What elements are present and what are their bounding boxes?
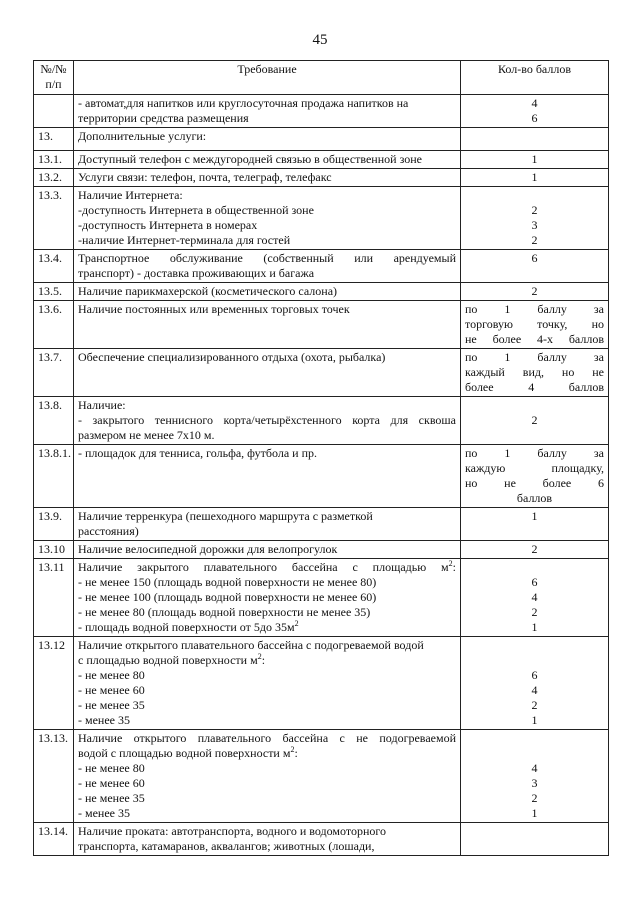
row-requirement — [74, 559, 461, 637]
row-requirement — [74, 637, 461, 730]
row-requirement — [74, 397, 461, 445]
points-line — [465, 653, 604, 668]
row-points — [461, 301, 609, 349]
table-row — [34, 508, 609, 541]
row-points — [461, 637, 609, 730]
header-num: №/№ п/п — [34, 61, 74, 95]
requirement-line: - не менее 80 — [78, 761, 145, 775]
points-line: 3 — [531, 218, 538, 232]
row-requirement — [74, 730, 461, 823]
points-line: каждый вид, но не — [465, 365, 604, 379]
row-requirement — [74, 95, 461, 128]
row-number: 13.9. — [34, 508, 74, 541]
table-row — [34, 541, 609, 559]
requirement-line: транспорта, катамаранов, аквалангов; животных (лошади, — [78, 839, 375, 853]
points-line — [465, 731, 604, 746]
table-row — [34, 349, 609, 397]
row-requirement — [74, 151, 461, 169]
row-requirement — [74, 128, 461, 151]
requirement-line: Доступный телефон с междугородней связью в общественной зоне — [78, 152, 422, 166]
requirement-line: - не менее 150 (площадь водной поверхности не менее 80) — [78, 575, 377, 589]
row-number: 13.1. — [34, 151, 74, 169]
row-requirement — [74, 508, 461, 541]
requirement-line: Дополнительные услуги: — [78, 129, 207, 143]
row-requirement — [74, 823, 461, 856]
points-line: не более 4-х баллов — [465, 332, 604, 346]
table-row — [34, 823, 609, 856]
requirement-line: - автомат,для напитков или круглосуточная продажа напитков на — [78, 96, 409, 110]
points-line: торговую точку, но — [465, 317, 604, 331]
points-line: 1 — [531, 620, 538, 634]
requirement-line: Наличие: — [78, 398, 126, 412]
points-line — [465, 638, 604, 653]
requirement-line: - не менее 60 — [78, 683, 145, 697]
points-line: 1 — [531, 806, 538, 820]
points-line: 2 — [531, 203, 538, 217]
requirements-table — [33, 60, 609, 856]
points-line: 2 — [531, 413, 538, 427]
requirement-line: - площадь водной поверхности от 5до $35м^2$ — [78, 619, 299, 634]
row-number: 13.4. — [34, 250, 74, 283]
points-line: 2 — [531, 791, 538, 805]
points-line: 1 — [531, 170, 538, 184]
requirement-line: Транспортное обслуживание (собственный или арендуемый — [78, 251, 456, 265]
points-line: 3 — [531, 776, 538, 790]
row-number — [34, 95, 74, 128]
requirement-line: Наличие Интернета: — [78, 188, 183, 202]
points-line: 4 — [531, 683, 538, 697]
points-line: по 1 баллу за — [465, 302, 604, 316]
row-points — [461, 187, 609, 250]
points-line: 6 — [531, 111, 538, 125]
row-points — [461, 541, 609, 559]
requirement-line: территории средства размещения — [78, 111, 249, 125]
row-points — [461, 508, 609, 541]
row-number: 13.7. — [34, 349, 74, 397]
points-line: более 4 баллов — [465, 380, 604, 394]
requirement-line: Наличие велосипедной дорожки для велопрогулок — [78, 542, 338, 556]
row-points — [461, 559, 609, 637]
points-line: но не более 6 — [465, 476, 604, 490]
row-points — [461, 730, 609, 823]
requirement-line: размером не менее 7х10 м. — [78, 428, 215, 442]
requirement-line: Наличие постоянных или временных торговых точек — [78, 302, 350, 316]
points-line: 4 — [531, 761, 538, 775]
row-points — [461, 283, 609, 301]
row-requirement — [74, 445, 461, 508]
table-row — [34, 559, 609, 637]
points-line: 6 — [531, 575, 538, 589]
row-requirement — [74, 169, 461, 187]
table-row — [34, 187, 609, 250]
points-line: 2 — [531, 605, 538, 619]
requirement-line: Наличие открытого плавательного бассейна с не подогреваемой — [78, 731, 456, 745]
points-line: 6 — [531, 251, 538, 265]
table-row — [34, 301, 609, 349]
table-row — [34, 445, 609, 508]
requirement-line: - не менее 80 — [78, 668, 145, 682]
row-number: 13. — [34, 128, 74, 151]
points-line: 1 — [531, 713, 538, 727]
row-requirement — [74, 301, 461, 349]
requirement-line: - закрытого теннисного корта/четырёхстенного корта для сквоша — [78, 413, 456, 427]
points-line: 4 — [531, 590, 538, 604]
requirement-line: - менее 35 — [78, 806, 130, 820]
points-line: 2 — [531, 284, 538, 298]
row-points — [461, 397, 609, 445]
page-number: 45 — [312, 32, 328, 48]
row-requirement — [74, 349, 461, 397]
requirement-line: Наличие проката: автотранспорта, водного и водомоторного — [78, 824, 386, 838]
table-row — [34, 95, 609, 128]
requirement-line: - не менее 80 (площадь водной поверхности не менее 35) — [78, 605, 371, 619]
row-number: 13.2. — [34, 169, 74, 187]
requirement-line: с площадью водной поверхности $м^2$: — [78, 652, 266, 667]
row-number: 13.8. — [34, 397, 74, 445]
row-points — [461, 128, 609, 151]
row-requirement — [74, 283, 461, 301]
requirement-line: Наличие закрытого плавательного бассейна с площадью $м^2$: — [78, 559, 456, 574]
row-number: 13.8.1. — [34, 445, 74, 508]
row-points — [461, 349, 609, 397]
points-line: 2 — [531, 542, 538, 556]
points-line: баллов — [516, 491, 553, 505]
row-number: 13.12 — [34, 637, 74, 730]
table-row — [34, 128, 609, 151]
points-line — [465, 746, 604, 761]
row-number: 13.5. — [34, 283, 74, 301]
table-row — [34, 283, 609, 301]
table-header-row — [34, 61, 609, 95]
requirement-line: - не менее 60 — [78, 776, 145, 790]
row-number: 13.11 — [34, 559, 74, 637]
row-requirement — [74, 187, 461, 250]
points-line: 2 — [531, 233, 538, 247]
requirement-line: Наличие открытого плавательного бассейна с подогреваемой водой — [78, 638, 424, 652]
row-requirement — [74, 250, 461, 283]
points-line: каждую площадку, — [465, 461, 604, 475]
row-number: 13.14. — [34, 823, 74, 856]
requirement-line: - площадок для тенниса, гольфа, футбола и пр. — [78, 446, 318, 460]
row-points — [461, 151, 609, 169]
requirement-line: -доступность Интернета в номерах — [78, 218, 258, 232]
row-number: 13.6. — [34, 301, 74, 349]
table-row — [34, 637, 609, 730]
points-line: по 1 баллу за — [465, 350, 604, 364]
header-points: Кол-во баллов — [461, 61, 609, 95]
requirement-line: - не менее 100 (площадь водной поверхности не менее 60) — [78, 590, 377, 604]
row-number: 13.3. — [34, 187, 74, 250]
row-points — [461, 823, 609, 856]
row-points — [461, 95, 609, 128]
header-requirement: Требование — [74, 61, 461, 95]
points-line: 4 — [531, 96, 538, 110]
points-line — [465, 188, 604, 203]
table-row — [34, 250, 609, 283]
row-requirement — [74, 541, 461, 559]
requirement-line: - менее 35 — [78, 713, 130, 727]
requirement-line: водой с площадью водной поверхности $м^2$: — [78, 745, 298, 760]
row-points — [461, 169, 609, 187]
requirement-line: Услуги связи: телефон, почта, телеграф, телефакс — [78, 170, 332, 184]
row-points — [461, 250, 609, 283]
requirement-line: -наличие Интернет-терминала для гостей — [78, 233, 291, 247]
table-row — [34, 730, 609, 823]
table-row — [34, 151, 609, 169]
requirement-line: -доступность Интернета в общественной зоне — [78, 203, 314, 217]
requirement-line: - не менее 35 — [78, 791, 145, 805]
requirement-line: расстояния) — [78, 524, 139, 538]
row-points — [461, 445, 609, 508]
points-line: 6 — [531, 668, 538, 682]
row-number: 13.13. — [34, 730, 74, 823]
row-number: 13.10 — [34, 541, 74, 559]
points-line: 2 — [531, 698, 538, 712]
table-row — [34, 397, 609, 445]
requirement-line: - не менее 35 — [78, 698, 145, 712]
requirement-line: транспорт) - доставка проживающих и багажа — [78, 266, 315, 280]
points-line: 1 — [531, 509, 538, 523]
requirement-line: Наличие парикмахерской (косметического салона) — [78, 284, 338, 298]
requirement-line: Обеспечение специализированного отдыха (охота, рыбалка) — [78, 350, 386, 364]
points-line: 1 — [531, 152, 538, 166]
table-row — [34, 169, 609, 187]
points-line — [465, 560, 604, 575]
requirement-line: Наличие терренкура (пешеходного маршрута с разметкой — [78, 509, 373, 523]
points-line — [465, 398, 604, 413]
points-line: по 1 баллу за — [465, 446, 604, 460]
